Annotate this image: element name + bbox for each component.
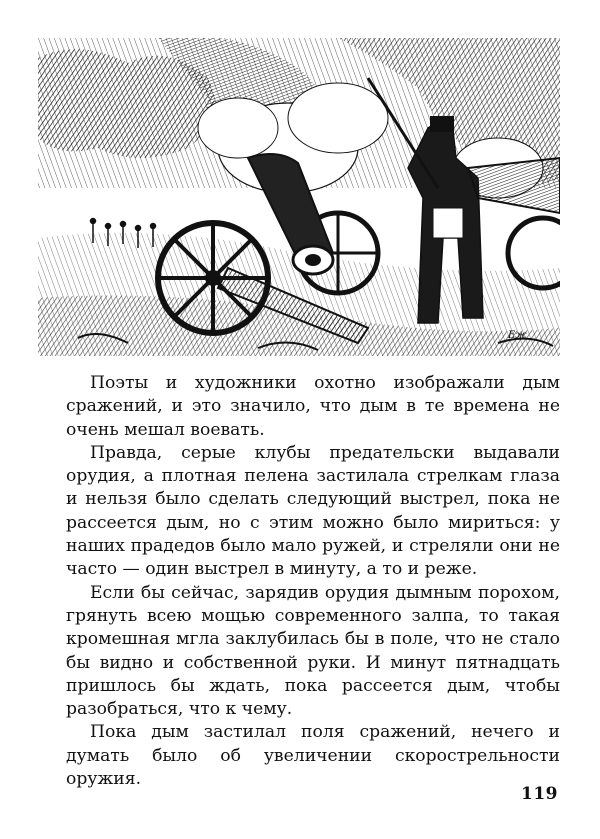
body-text — [66, 372, 560, 791]
paragraph-1: Поэты и художники охотно изображали дым сражений, и это значило, что дым в те времена не очень мешал воевать. — [66, 373, 560, 440]
paragraph-3: Если бы сейчас, зарядив орудия дымным порохом, грянуть всею мощью современного залпа, то такая кромешная мгла заклубилась бы в поле, что не стало бы видно и собственной руки. И минут пятнадцать пришлось бы ждать, пока рассеется дым, чтобы разобраться, что к чему. — [66, 582, 560, 720]
cannon-battle-illustration — [38, 38, 560, 356]
paragraph-2: Правда, серые клубы предательски выдавали орудия, а плотная пелена застилала стрелкам глаза и нельзя было сделать следующий выстрел, пока не рассеется дым, но с этим можно было мириться: у наших прадедов было мало ружей, и стреляли они не часто — один выстрел в минуту, а то и реже. — [66, 442, 560, 580]
paragraph-4: Пока дым застилал поля сражений, нечего и думать было об увеличении скорострельности оружия. — [66, 722, 560, 790]
page-number: 119 — [521, 784, 558, 804]
svg-text:Еж: Еж — [508, 330, 527, 341]
